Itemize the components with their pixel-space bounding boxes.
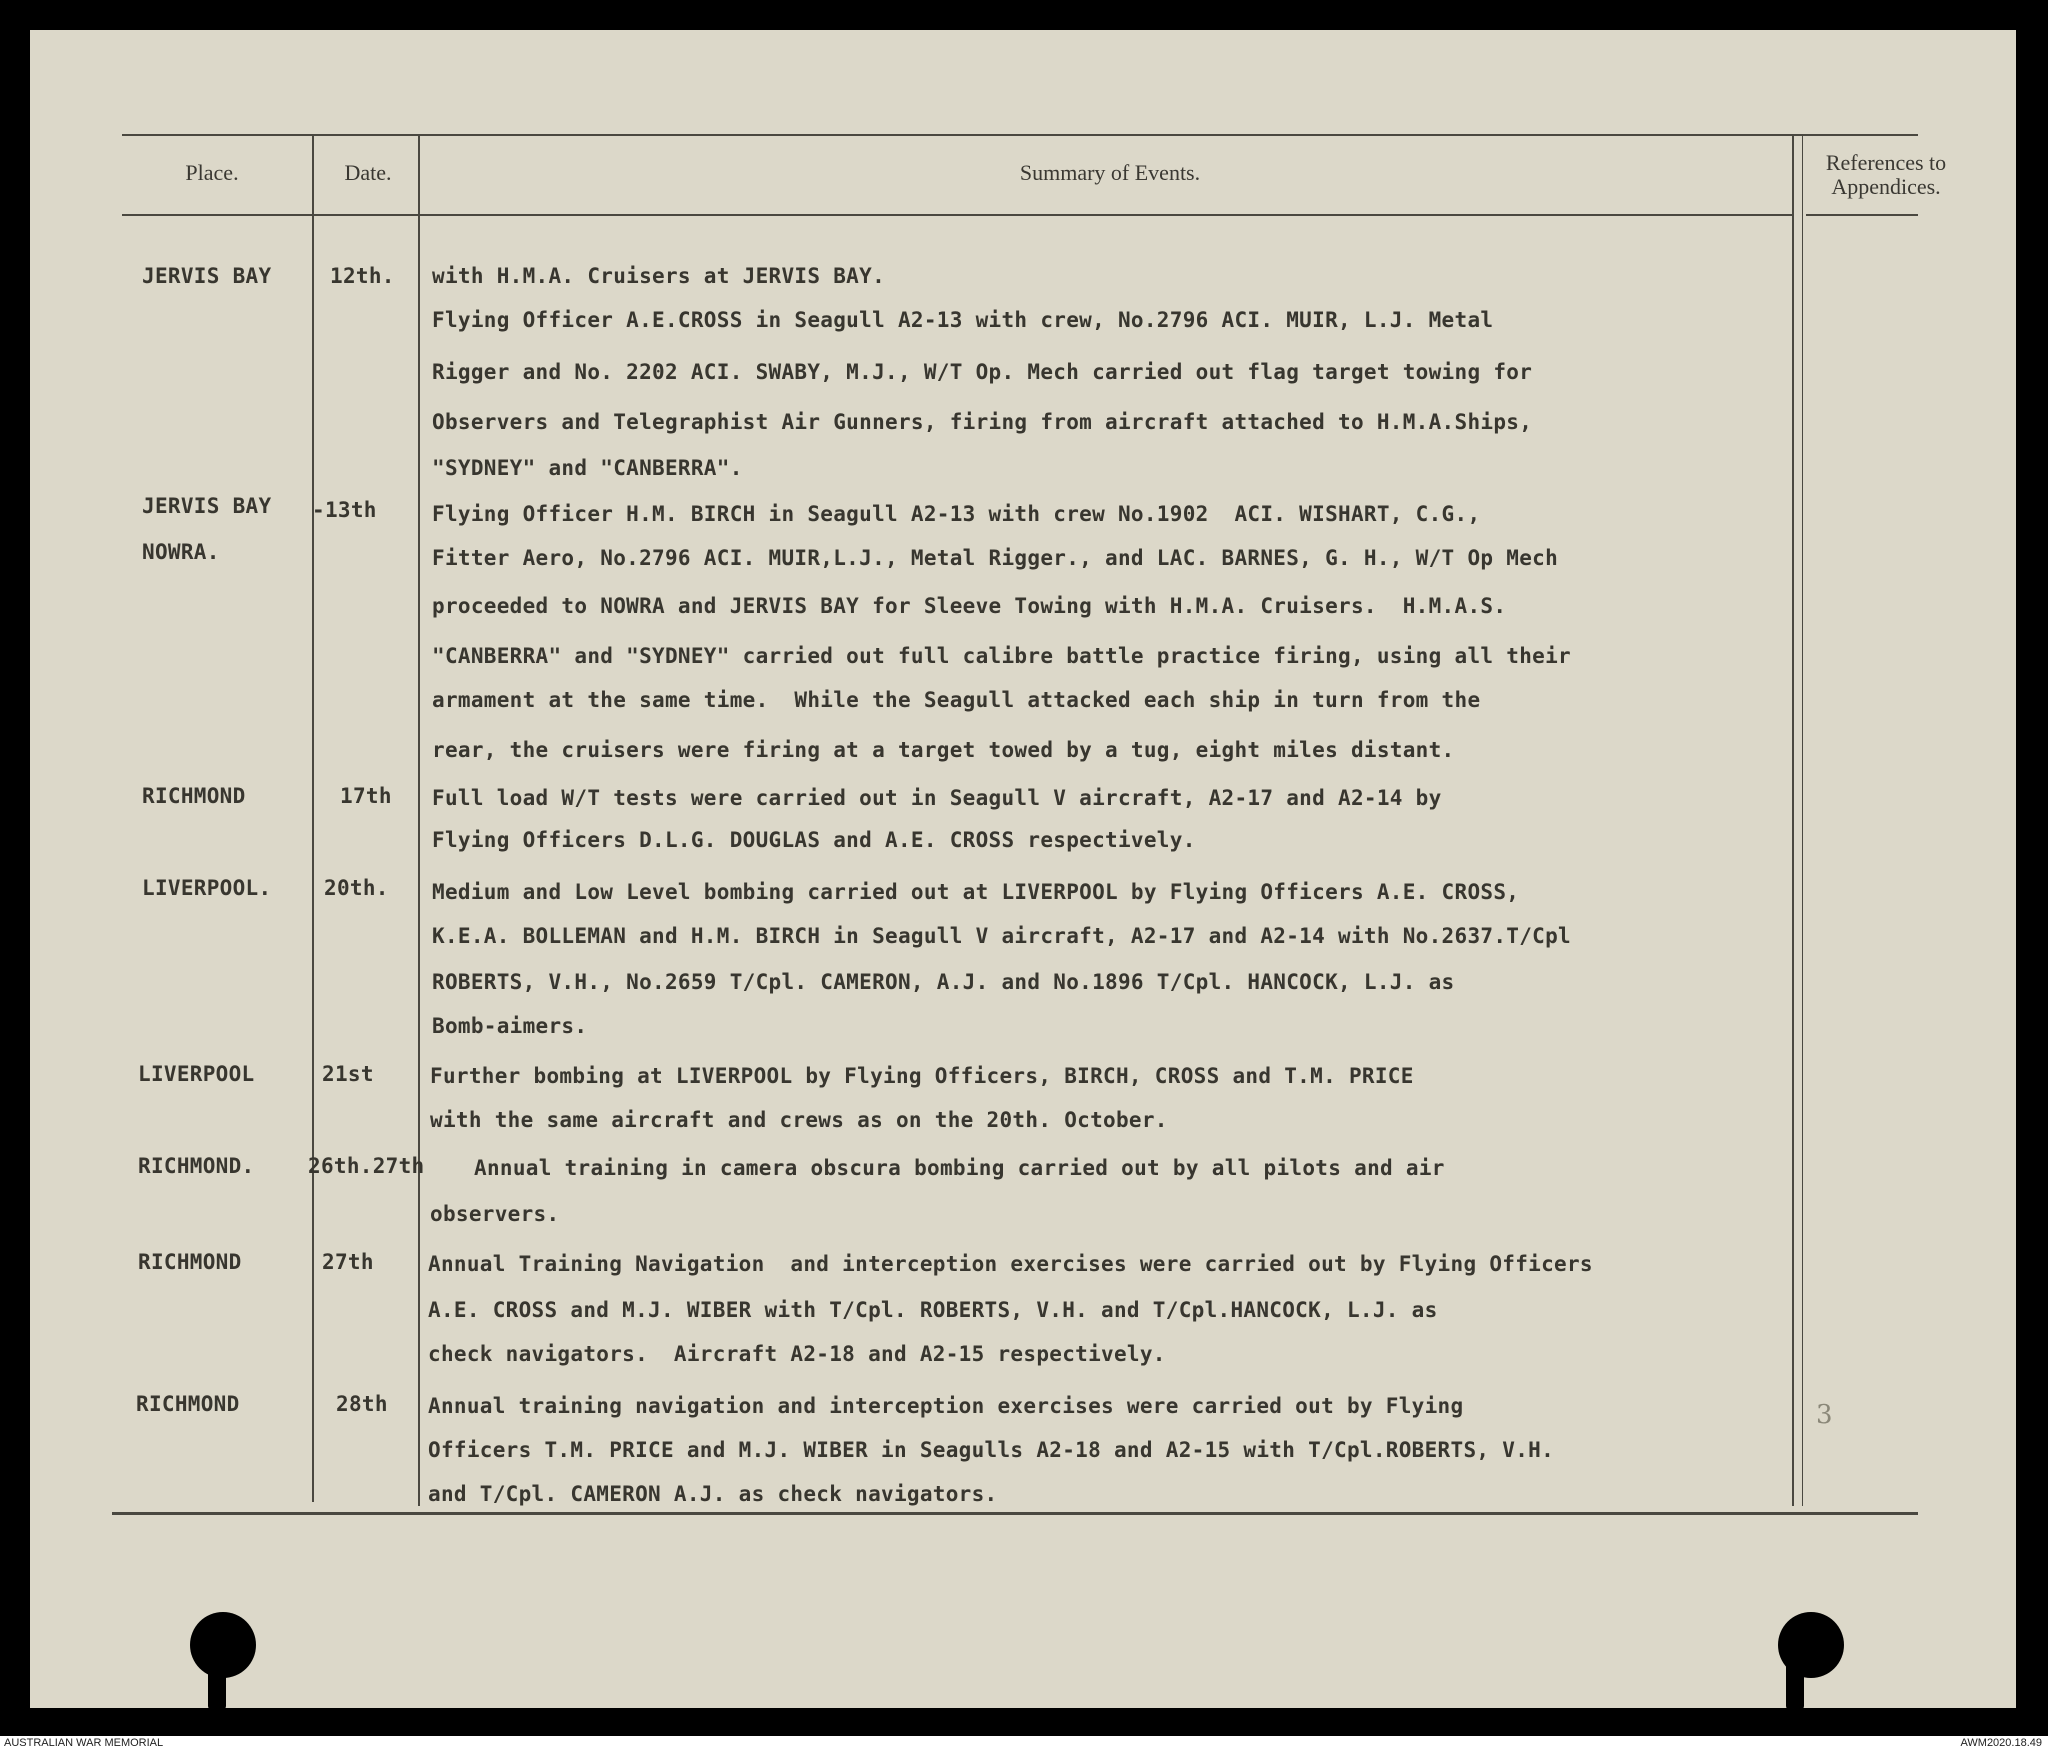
column-divider-references-inner [1802,136,1803,1506]
table-top-rule [122,134,1818,136]
entry-date: 20th. [324,876,389,900]
entry-line: rear, the cruisers were firing at a target towed by a tug, eight miles distant. [432,738,1455,762]
header-place: Place. [185,160,239,185]
entry-line: "CANBERRA" and "SYDNEY" carried out full calibre battle practice firing, using all their [432,644,1571,668]
pencil-annotation: 3 [1816,1400,1833,1430]
entry-place: JERVIS BAY [142,494,272,518]
entry-line: Annual Training Navigation and interception exercises were carried out by Flying Officers [428,1252,1593,1276]
column-divider-summary-references [1792,136,1794,1506]
entry-line: Annual training navigation and interception exercises were carried out by Flying [428,1394,1464,1418]
entry-line: Officers T.M. PRICE and M.J. WIBER in Seagulls A2-18 and A2-15 with T/Cpl.ROBERTS, V.H. [428,1438,1555,1462]
entry-line: Flying Officer H.M. BIRCH in Seagull A2-13 with crew No.1902 ACI. WISHART, C.G., [432,502,1481,526]
entry-line: K.E.A. BOLLEMAN and H.M. BIRCH in Seagull V aircraft, A2-17 and A2-14 with No.2637.T/Cpl [432,924,1571,948]
entry-line: "SYDNEY" and "CANBERRA". [432,456,743,480]
entry-line: and T/Cpl. CAMERON A.J. as check navigators. [428,1482,998,1506]
table-top-rule-right [1806,134,1918,136]
entry-date: 12th. [330,264,395,288]
header-references-line2: Appendices. [1831,174,1941,199]
entry-line: check navigators. Aircraft A2-18 and A2-15 respectively. [428,1342,1166,1366]
entry-line: with H.M.A. Cruisers at JERVIS BAY. [432,264,886,288]
header-references-line1: References to [1825,150,1947,175]
entry-date: 27th [322,1250,374,1274]
entry-place: JERVIS BAY [142,264,272,288]
entry-date: -13th [312,498,377,522]
punch-hole-left-notch [208,1660,226,1710]
entry-line: Flying Officers D.L.G. DOUGLAS and A.E. CROSS respectively. [432,828,1196,852]
entry-line: Flying Officer A.E.CROSS in Seagull A2-13 with crew, No.2796 ACI. MUIR, L.J. Metal [432,308,1494,332]
entry-place: LIVERPOOL [138,1062,255,1086]
column-divider-place-date [312,136,314,1502]
punch-hole-right-notch [1786,1660,1804,1710]
entry-line: ROBERTS, V.H., No.2659 T/Cpl. CAMERON, A.J. and No.1896 T/Cpl. HANCOCK, L.J. as [432,970,1455,994]
header-bottom-rule-left [122,214,1792,216]
entry-line: Full load W/T tests were carried out in Seagull V aircraft, A2-17 and A2-14 by [432,786,1442,810]
entry-date: 26th.27th [308,1154,425,1178]
entry-line: with the same aircraft and crews as on the 20th. October. [430,1108,1168,1132]
entry-line: A.E. CROSS and M.J. WIBER with T/Cpl. ROBERTS, V.H. and T/Cpl.HANCOCK, L.J. as [428,1298,1438,1322]
entry-line: Rigger and No. 2202 ACI. SWABY, M.J., W/T Op. Mech carried out flag target towing for [432,360,1533,384]
entry-line: Further bombing at LIVERPOOL by Flying Officers, BIRCH, CROSS and T.M. PRICE [430,1064,1414,1088]
entry-date: 17th [340,784,392,808]
entry-place: RICHMOND. [138,1154,255,1178]
entry-place-secondary: NOWRA. [142,540,220,564]
column-divider-date-summary [418,136,420,1506]
entry-line: observers. [430,1202,560,1226]
entry-line: Bomb-aimers. [432,1014,588,1038]
entry-line: Annual training in camera obscura bombing carried out by all pilots and air [474,1156,1445,1180]
entry-line: Fitter Aero, No.2796 ACI. MUIR,L.J., Metal Rigger., and LAC. BARNES, G. H., W/T Op Mech [432,546,1559,570]
entry-place: LIVERPOOL. [142,876,272,900]
footer-institution: AUSTRALIAN WAR MEMORIAL [4,1737,164,1749]
table-bottom-rule [112,1512,1918,1515]
archive-footer [0,1736,2048,1752]
entry-place: RICHMOND [136,1392,240,1416]
entry-line: armament at the same time. While the Seagull attacked each ship in turn from the [432,688,1481,712]
entry-place: RICHMOND [142,784,246,808]
footer-reference: AWM2020.18.49 [1960,1737,2042,1749]
entry-date: 21st [322,1062,374,1086]
entry-line: Observers and Telegraphist Air Gunners, firing from aircraft attached to H.M.A.Ships, [432,410,1533,434]
entry-line: Medium and Low Level bombing carried out at LIVERPOOL by Flying Officers A.E. CROSS, [432,880,1520,904]
header-bottom-rule-right [1806,214,1918,216]
entry-date: 28th [336,1392,388,1416]
entry-line: proceeded to NOWRA and JERVIS BAY for Sleeve Towing with H.M.A. Cruisers. H.M.A.S. [432,594,1507,618]
header-summary: Summary of Events. [1019,160,1201,185]
header-date: Date. [344,160,392,185]
entry-place: RICHMOND [138,1250,242,1274]
